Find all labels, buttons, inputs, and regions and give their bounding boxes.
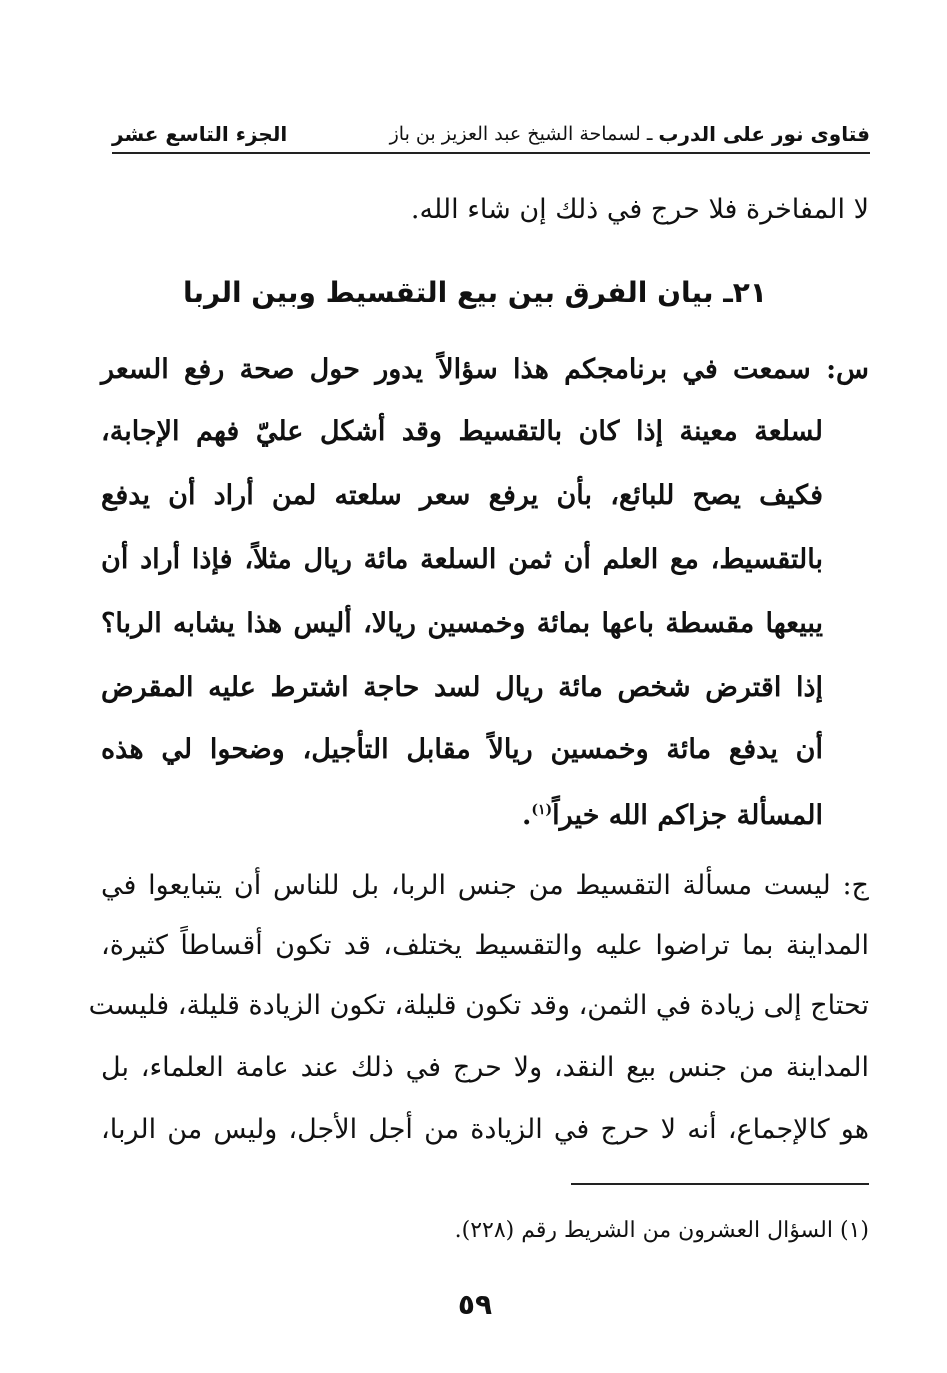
question-end: . [521, 800, 532, 831]
question-line: بالتقسيط، مع العلم أن ثمن السلعة مائة ريال مثلاً، فإذا أراد أن [101, 544, 823, 575]
footnote-marker: (١) [531, 802, 553, 818]
question-line: فكيف يصح للبائع، بأن يرفع سعر سلعته لمن أراد أن يدفع [101, 480, 823, 511]
question-line: يبيعها مقسطة باعها بمائة وخمسين ريالا، أليس هذا يشابه الربا؟ [101, 608, 823, 639]
question-line: لسلعة معينة إذا كان بالتقسيط وقد أشكل عليّ فهم الإجابة، [101, 416, 823, 447]
answer-line: المداينة بما تراضوا عليه والتقسيط يختلف، قد تكون أقساطاً كثيرة، [101, 930, 869, 961]
question-line: المسألة جزاكم الله خيراً [552, 800, 823, 831]
continuation-line: لا المفاخرة فلا حرج في ذلك إن شاء الله. [410, 194, 869, 225]
running-header [112, 120, 870, 154]
page-number: ٥٩ [457, 1288, 493, 1321]
question-line: س: سمعت في برنامجكم هذا سؤالاً يدور حول صحة رفع السعر [101, 354, 869, 385]
footnote-divider [571, 1183, 869, 1185]
series-title: فتاوى نور على الدرب [658, 122, 870, 146]
answer-line: هو كالإجماع، أنه لا حرج في الزيادة من أجل الأجل، وليس من الربا، [101, 1114, 869, 1145]
question-line: إذا اقترض شخص مائة ريال لسد حاجة اشترط عليه المقرض [101, 672, 823, 703]
volume-label: الجزء التاسع عشر [112, 122, 288, 146]
footnote: (١) السؤال العشرون من الشريط رقم (٢٢٨). [454, 1218, 869, 1243]
section-heading: ٢١ـ بيان الفرق بين بيع التقسيط وبين الربا [183, 276, 767, 309]
answer-line: تحتاج إلى زيادة في الثمن، وقد تكون قليلة، تكون الزيادة قليلة، فليست [88, 990, 869, 1021]
question-line: أن يدفع مائة وخمسين ريالاً مقابل التأجيل، وضحوا لي هذه [101, 734, 823, 765]
question-last-line [522, 790, 823, 836]
author-credit: ـ لسماحة الشيخ عبد العزيز بن باز [389, 123, 653, 145]
answer-line: ج: ليست مسألة التقسيط من جنس الربا، بل للناس أن يتبايعوا في [101, 870, 869, 901]
answer-line: المداينة من جنس بيع النقد، ولا حرج في ذلك عند عامة العلماء، بل [101, 1052, 869, 1083]
